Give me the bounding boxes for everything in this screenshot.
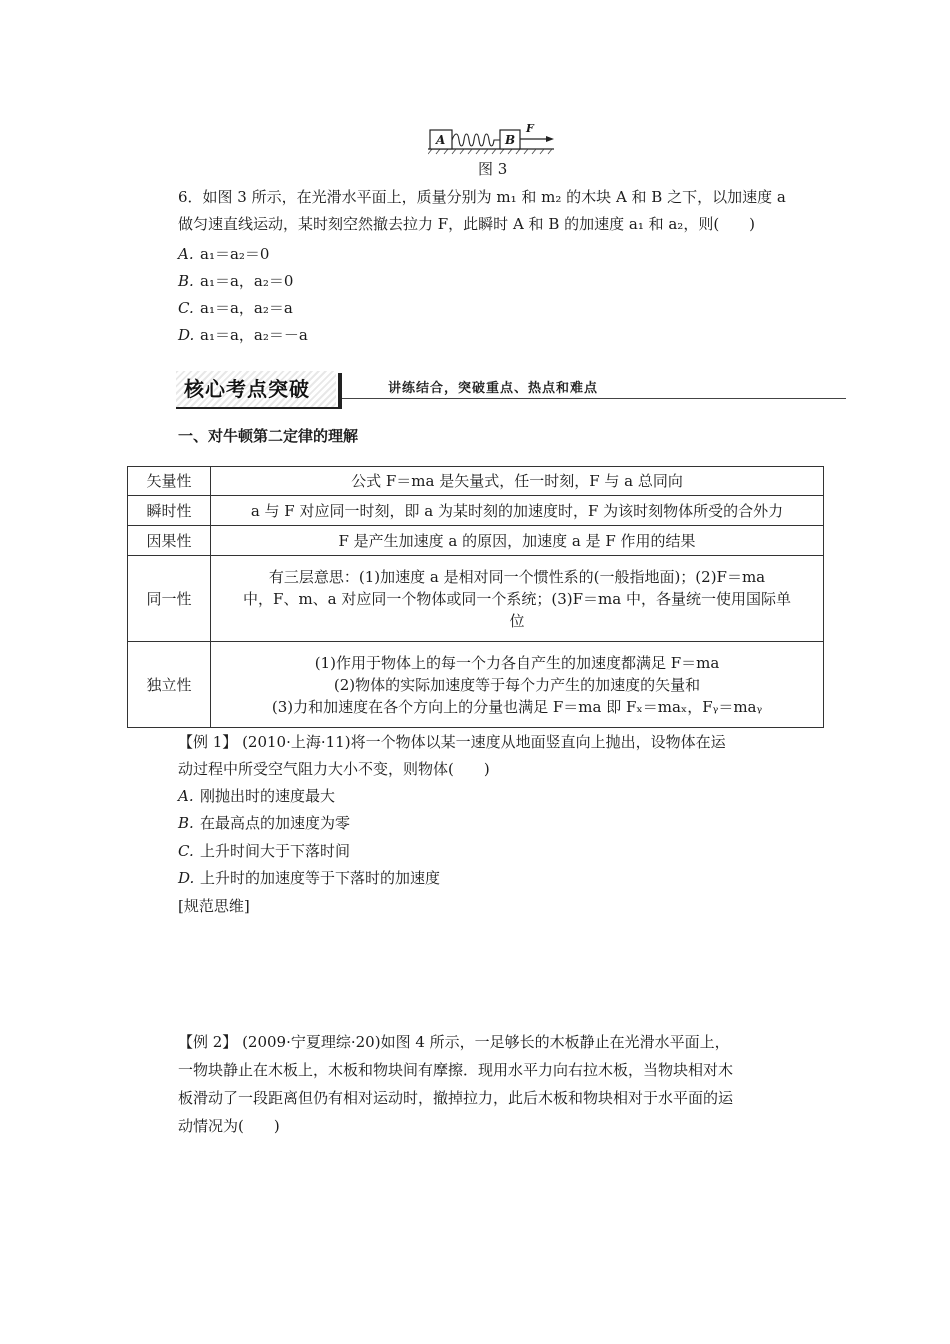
option-letter: D. — [178, 869, 195, 887]
ex1-thinking-label: [规范思维] — [178, 897, 250, 915]
banner-rule — [342, 398, 846, 399]
row-line: 中，F、m、a 对应同一个物体或同一个系统；(3)F＝ma 中，各量统一使用国际单 — [243, 589, 791, 608]
row-line: a 与 F 对应同一时刻，即 a 为某时刻的加速度时，F 为该时刻物体所受的合外力 — [250, 501, 784, 520]
row-line: F 是产生加速度 a 的原因，加速度 a 是 F 作用的结果 — [338, 531, 696, 550]
ex1-option-c — [178, 840, 350, 862]
row-key: 同一性 — [128, 556, 211, 642]
row-key: 因果性 — [128, 526, 211, 556]
ex2-stem-line-4: 动情况为( ) — [178, 1117, 280, 1135]
q6-option-a — [178, 243, 269, 265]
option-letter: C. — [178, 299, 194, 317]
option-text: a₁＝a，a₂＝0 — [200, 272, 294, 290]
row-value — [211, 467, 824, 496]
option-letter: B. — [178, 814, 194, 832]
row-value — [211, 642, 824, 728]
banner-divider-bar — [338, 373, 342, 407]
option-text: 上升时的加速度等于下落时的加速度 — [200, 869, 441, 887]
block-a-label: A — [436, 133, 446, 147]
table-row — [128, 496, 824, 526]
row-key: 瞬时性 — [128, 496, 211, 526]
q6-stem-line-1: 6．如图 3 所示，在光滑水平面上，质量分别为 m₁ 和 m₂ 的木块 A 和 B 之下，以加速度 a — [178, 188, 786, 206]
row-value — [211, 496, 824, 526]
section-banner-title — [176, 371, 336, 407]
row-line: (1)作用于物体上的每一个力各自产生的加速度都满足 F＝ma — [314, 653, 720, 672]
option-letter: A. — [178, 787, 194, 805]
option-text: 刚抛出时的速度最大 — [200, 787, 336, 805]
option-text: a₁＝a₂＝0 — [200, 245, 270, 263]
ex1-option-d — [178, 867, 440, 889]
q6-option-c — [178, 297, 293, 319]
figure-3-diagram — [428, 124, 558, 156]
ex2-stem-line-3: 板滑动了一段距离但仍有相对运动时，撤掉拉力，此后木板和物块相对于水平面的运 — [178, 1089, 734, 1107]
option-text: a₁＝a，a₂＝－a — [200, 326, 308, 344]
table-row — [128, 642, 824, 728]
row-line: 位 — [509, 611, 525, 630]
row-line: (3)力和加速度在各个方向上的分量也满足 F＝ma 即 Fₓ＝maₓ，Fᵧ＝maᵧ — [271, 697, 763, 716]
ex1-option-a — [178, 785, 335, 807]
q6-option-b — [178, 270, 293, 292]
q6-option-d — [178, 324, 308, 346]
row-line: 公式 F＝ma 是矢量式，任一时刻，F 与 a 总同向 — [351, 472, 683, 490]
row-line: 有三层意思：(1)加速度 a 是相对同一个惯性系的(一般指地面)；(2)F＝ma — [268, 567, 766, 586]
table-row — [128, 467, 824, 496]
row-value — [211, 526, 824, 556]
option-text: 上升时间大于下落时间 — [200, 842, 351, 860]
row-line: (2)物体的实际加速度等于每个力产生的加速度的矢量和 — [333, 675, 701, 694]
figure-caption: 图 3 — [478, 160, 508, 178]
row-value — [211, 556, 824, 642]
newton-second-law-table — [127, 466, 824, 728]
section-heading: 一、对牛顿第二定律的理解 — [178, 427, 359, 445]
force-label: F — [526, 122, 534, 135]
option-text: a₁＝a，a₂＝a — [200, 299, 293, 317]
spring — [452, 134, 500, 146]
table-row — [128, 526, 824, 556]
row-key: 独立性 — [128, 642, 211, 728]
banner-title-text: 核心考点突破 — [184, 377, 310, 401]
banner-subtitle: 讲练结合，突破重点、热点和难点 — [388, 381, 599, 396]
ex1-stem-line-1: 【例 1】 (2010·上海·11)将一个物体以某一速度从地面竖直向上抛出，设物体在运 — [178, 733, 726, 751]
option-text: 在最高点的加速度为零 — [200, 814, 351, 832]
option-letter: A. — [178, 245, 194, 263]
option-letter: D. — [178, 326, 195, 344]
block-b-label: B — [505, 133, 516, 147]
option-letter: C. — [178, 842, 194, 860]
ex1-stem-line-2: 动过程中所受空气阻力大小不变，则物体( ) — [178, 760, 490, 778]
ex2-stem-line-1: 【例 2】 (2009·宁夏理综·20)如图 4 所示，一足够长的木板静止在光滑水平面上， — [178, 1033, 730, 1051]
option-letter: B. — [178, 272, 194, 290]
ex2-stem-line-2: 一物块静止在木板上，木板和物块间有摩擦．现用水平力向右拉木板，当物块相对木 — [178, 1061, 734, 1079]
q6-stem-line-2: 做匀速直线运动，某时刻空然撤去拉力 F，此瞬时 A 和 B 的加速度 a₁ 和 a₂，则( ) — [178, 215, 756, 233]
banner-underline — [176, 407, 342, 409]
table-row — [128, 556, 824, 642]
row-key: 矢量性 — [128, 467, 211, 496]
ex1-option-b — [178, 812, 350, 834]
